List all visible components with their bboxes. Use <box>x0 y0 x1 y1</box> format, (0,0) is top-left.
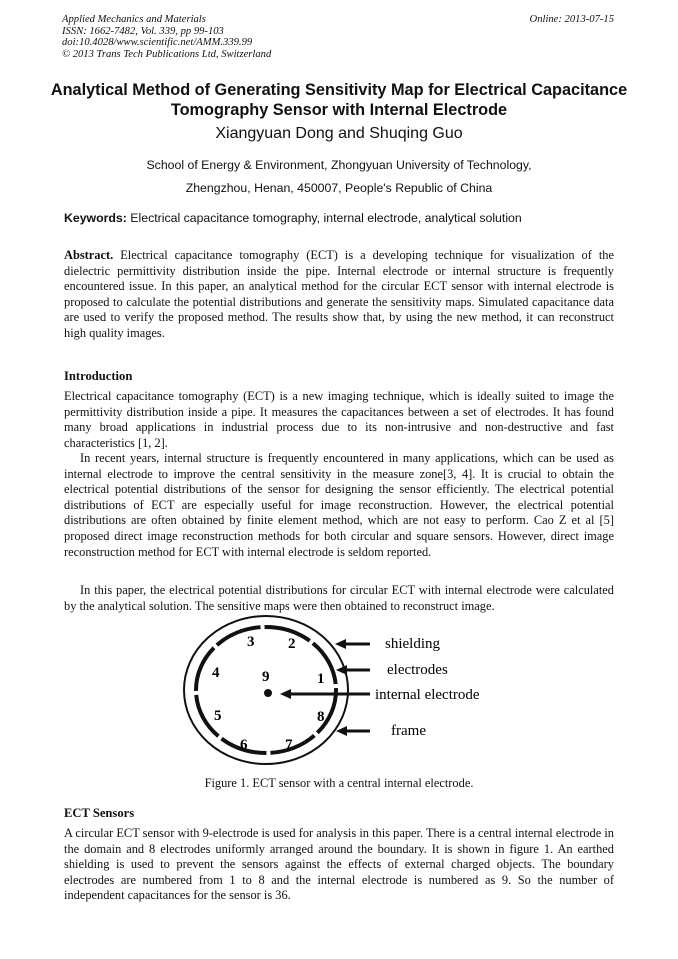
section-heading-introduction: Introduction <box>64 369 133 383</box>
affiliation-line: School of Energy & Environment, Zhongyuan University of Technology, <box>146 158 532 172</box>
abstract <box>64 248 614 342</box>
internal-electrode-dot <box>264 689 272 697</box>
figure-ect-sensor <box>180 615 500 770</box>
abstract-text: Electrical capacitance tomography (ECT) is a developing technique for visualization of the dielectric permittivity distribution inside the pipe. Internal electrode or internal structure is frequently encountered issue. In this paper, an analytical method for the circular ECT sensor with internal electrode is proposed to calculate the potential distributions and generate the sensitivity maps. Simulated capacitance data are used to verify the proposed method. The results show that, by using the new method, it can reconstruct high quality images. <box>64 248 614 340</box>
online-date: Online: 2013-07-15 <box>529 14 614 25</box>
keywords-text: Electrical capacitance tomography, internal electrode, analytical solution <box>126 211 522 225</box>
label-frame: frame <box>391 723 426 739</box>
journal-info <box>62 14 271 60</box>
paper-title: Analytical Method of Generating Sensitivity Map for Electrical Capacitance Tomography Sensor with Internal Electrode <box>50 81 628 119</box>
label-electrodes: electrodes <box>387 662 448 678</box>
copyright: © 2013 Trans Tech Publications Ltd, Switzerland <box>62 48 272 60</box>
abstract-label: Abstract. <box>64 248 114 262</box>
electrode-number: 7 <box>285 737 293 753</box>
electrode-number: 2 <box>288 636 296 652</box>
paragraph: A circular ECT sensor with 9-electrode is used for analysis in this paper. There is a central internal electrode in the domain and 8 electrodes uniformly arranged around the boundary. It is shown in figure 1. An earthed shielding is used to prevent the sensors against the effects of external charged objects. The boundary electrodes are numbered from 1 to 8 and the internal electrode is numbered as 9. So the number of independent capacitances for the sensor is 36. <box>64 826 614 903</box>
paragraph: In this paper, the electrical potential distributions for circular ECT with internal electrode were calculated by the analytical solution. The sensitive maps were then obtained to reconstruct image. <box>64 583 614 613</box>
electrode-number: 9 <box>262 669 270 685</box>
journal-name: Applied Mechanics and Materials <box>62 14 206 25</box>
figure-labels <box>375 636 480 739</box>
affiliation-line: Zhengzhou, Henan, 450007, People's Republic of China <box>185 181 493 195</box>
authors: Xiangyuan Dong and Shuqing Guo <box>215 125 463 142</box>
issn: ISSN: 1662-7482, Vol. 339, pp 99-103 <box>62 25 224 37</box>
section-heading-ect-sensors: ECT Sensors <box>64 806 135 820</box>
doi: doi:10.4028/www.scientific.net/AMM.339.99 <box>62 37 253 49</box>
paragraph: In recent years, internal structure is frequently encountered in many applications, which can be used as internal electrode to improve the central sensitivity in the measure zone[3, 4]. It is crucial to obtain the electrical potential distributions of the sensor for designing the sensor efficiently. The electrical potential distributions of ECT are especially useful for image reconstruction. However, the electrical potential distributions are often obtained by finite element method, which are not easy to perform. Cao Z et al [5] proposed direct image reconstruction methods for both circular and square sensors. However, direct image reconstruction method for ECT with internal electrode is seldom reported. <box>64 451 614 559</box>
paragraph: Electrical capacitance tomography (ECT) is a new imaging technique, which is ideally suited to image the permittivity distribution inside a pipe. It measures the capacitances between a set of electrodes. It has found many broad applications in industrial process due to its non-intrusive and non-destructive and fast characteristics [1, 2]. <box>64 389 614 450</box>
label-internal-electrode: internal electrode <box>375 687 480 703</box>
electrode-number: 6 <box>240 737 248 753</box>
keywords <box>64 211 522 225</box>
electrode-number: 4 <box>212 665 220 681</box>
label-shielding: shielding <box>385 636 440 652</box>
figure-caption: Figure 1. ECT sensor with a central internal electrode. <box>204 776 474 790</box>
keywords-label: Keywords: <box>64 211 127 225</box>
electrode-number: 3 <box>247 634 255 650</box>
electrode-number: 5 <box>214 708 222 724</box>
electrode-number: 1 <box>317 671 325 687</box>
affiliation <box>0 154 678 200</box>
electrode-number: 8 <box>317 709 325 725</box>
